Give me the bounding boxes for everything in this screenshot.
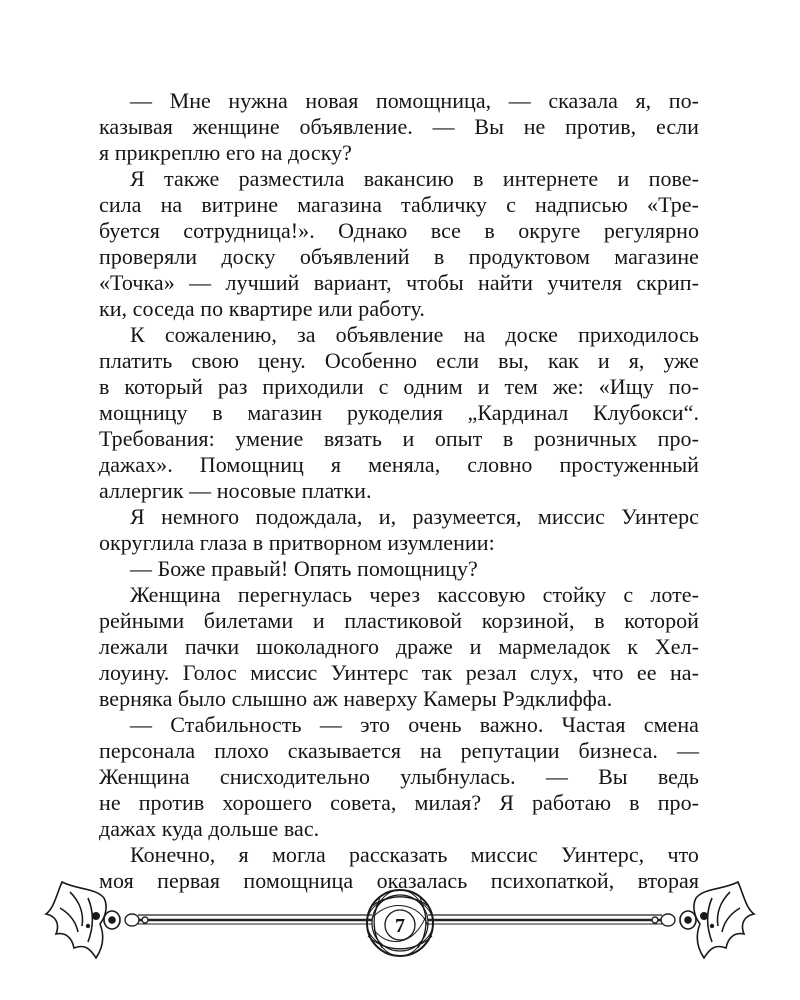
- text-line: рейными билетами и пластиковой корзиной, в которой: [99, 608, 699, 633]
- text-line: мощницу в магазин рукоделия „Кардинал Клубокси“.: [99, 400, 699, 425]
- text-line: округлила глаза в притворном изумлении:: [99, 530, 495, 555]
- text-line: — Мне нужна новая помощница, — сказала я, по-: [130, 88, 699, 113]
- text-line: я прикреплю его на доску?: [99, 140, 352, 165]
- text-line: лежали пачки шоколадного драже и мармеладок к Хел-: [99, 634, 699, 659]
- text-line: К сожалению, за объявление на доске приходилось: [130, 322, 699, 347]
- text-line: персонала плохо сказывается на репутации бизнеса. —: [99, 738, 699, 763]
- text-line: ки, соседа по квартире или работу.: [99, 296, 425, 321]
- text-line: Женщина снисходительно улыбнулась. — Вы ведь: [99, 764, 699, 789]
- text-line: Требования: умение вязать и опыт в розничных про-: [99, 426, 699, 451]
- text-line: дажах куда дольше вас.: [99, 816, 320, 841]
- text-line: дажах». Помощниц я меняла, словно простуженный: [99, 452, 699, 477]
- text-line: «Точка» — лучший вариант, чтобы найти учителя скрип-: [99, 270, 699, 295]
- text-line: Женщина перегнулась через кассовую стойку с лоте-: [130, 582, 699, 607]
- text-line: верняка было слышно аж наверху Камеры Рэдклиффа.: [99, 686, 613, 711]
- text-line: платить свою цену. Особенно если вы, как и я, уже: [99, 348, 699, 373]
- text-line: Я немного подождала, и, разумеется, миссис Уинтерс: [130, 504, 699, 529]
- left-bat-wing-icon: [46, 882, 120, 958]
- text-line: аллергик — носовые платки.: [99, 478, 372, 503]
- text-line: лоуину. Голос миссис Уинтерс так резал слух, что ее на-: [99, 660, 699, 685]
- text-line: сила на витрине магазина табличку с надписью «Тре-: [99, 192, 699, 217]
- right-bat-wing-icon: [680, 882, 754, 958]
- text-line: не против хорошего совета, милая? Я работаю в про-: [99, 790, 699, 815]
- text-line: Я также разместила вакансию в интернете и пове-: [130, 166, 699, 191]
- text-line: Конечно, я могла рассказать миссис Уинтерс, что: [130, 842, 699, 867]
- text-line: казывая женщине объявление. — Вы не против, если: [99, 114, 699, 139]
- page-number: 7: [395, 915, 405, 937]
- text-line: — Боже правый! Опять помощницу?: [130, 556, 478, 581]
- body-text: [99, 88, 699, 894]
- text-line: моя первая помощница оказалась психопаткой, вторая: [99, 868, 699, 893]
- text-line: — Стабильность — это очень важно. Частая смена: [130, 712, 699, 737]
- text-line: в который раз приходили с одним и тем же: «Ищу по-: [99, 374, 699, 399]
- text-line: буется сотрудница!». Однако все в округе регулярно: [99, 218, 699, 243]
- text-line: проверяли доску объявлений в продуктовом магазине: [99, 244, 699, 269]
